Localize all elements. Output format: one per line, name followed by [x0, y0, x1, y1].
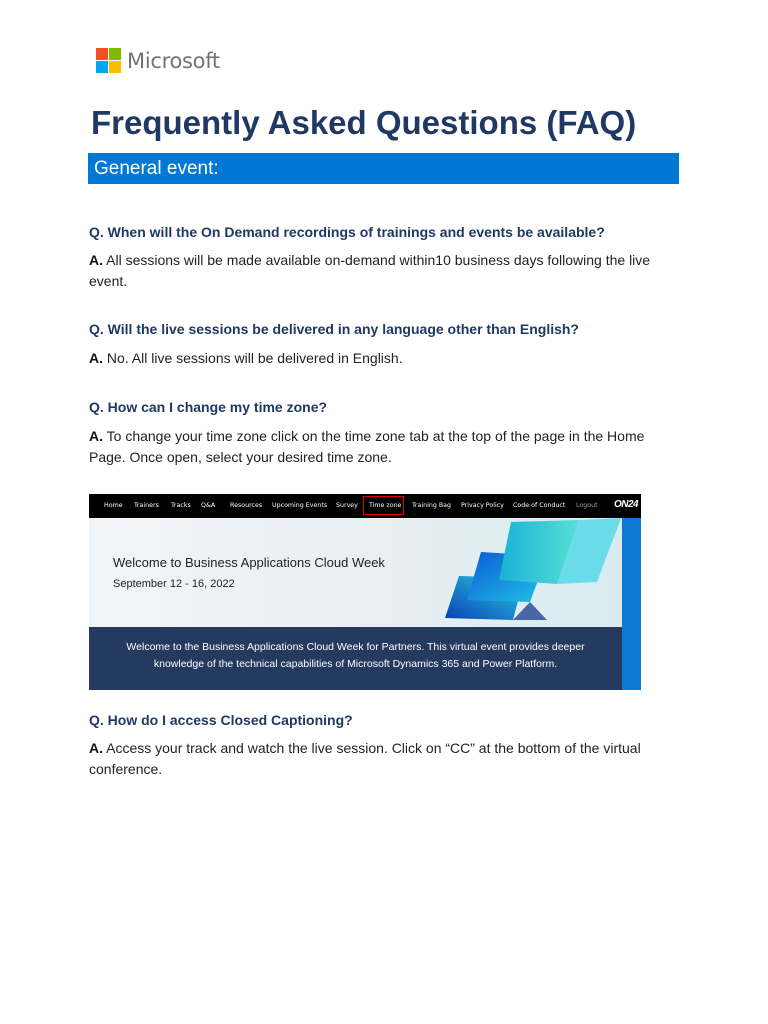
banner-line-2: knowledge of the technical capabilities of Microsoft Dynamics 365 and Power Platform. — [153, 658, 558, 670]
hero-title: Welcome to Business Applications Cloud Week — [113, 555, 385, 570]
faq-question-3: Q. How can I change my time zone? — [89, 399, 328, 415]
page-title: Frequently Asked Questions (FAQ) — [91, 104, 637, 141]
time-zone-highlight — [363, 496, 404, 515]
answer-text: All sessions will be made available on-demand within10 business days following the live event. — [89, 252, 651, 289]
nav-upcoming-events: Upcoming Events — [272, 502, 328, 509]
event-site-screenshot — [89, 494, 641, 690]
screenshot-nav-bar — [89, 494, 641, 518]
screenshot-banner — [89, 627, 622, 690]
faq-question-4: Q. How do I access Closed Captioning? — [89, 712, 353, 728]
nav-trainers: Trainers — [134, 502, 159, 509]
answer-text: Access your track and watch the live session. Click on “CC” at the bottom of the virtual conference. — [89, 740, 641, 777]
section-heading: General event: — [88, 153, 679, 184]
answer-label: A. — [89, 350, 103, 366]
faq-answer-3 — [89, 426, 679, 468]
screenshot-side-strip — [622, 518, 641, 690]
nav-privacy-policy: Privacy Policy — [461, 502, 504, 509]
hero-date: September 12 - 16, 2022 — [113, 578, 235, 590]
nav-home: Home — [104, 502, 123, 509]
nav-time-zone: Time zone — [369, 502, 402, 509]
nav-resources: Resources — [230, 502, 263, 509]
nav-code-of-conduct: Code of Conduct — [513, 502, 566, 509]
banner-line-1: Welcome to the Business Applications Cloud Week for Partners. This virtual event provides deeper — [126, 641, 585, 653]
faq-answer-4 — [89, 738, 679, 780]
on24-logo: ON24 — [614, 499, 639, 510]
faq-answer-1 — [89, 250, 679, 292]
nav-qa: Q&A — [201, 502, 216, 509]
answer-label: A. — [89, 252, 103, 268]
answer-label: A. — [89, 428, 103, 444]
nav-tracks: Tracks — [171, 502, 191, 509]
microsoft-logo-icon — [96, 48, 121, 73]
screenshot-hero — [89, 518, 622, 627]
faq-question-1: Q. When will the On Demand recordings of trainings and events be available? — [89, 224, 605, 240]
nav-training-bag: Training Bag — [412, 502, 452, 509]
logo-text: Microsoft — [127, 48, 220, 73]
answer-text: No. All live sessions will be delivered in English. — [103, 350, 403, 366]
nav-logout: Logout — [576, 502, 598, 509]
answer-text: To change your time zone click on the time zone tab at the top of the page in the Home Page. Once open, select your desired time zone. — [89, 428, 645, 465]
faq-answer-2 — [89, 348, 679, 369]
ribbon-art-icon — [429, 518, 622, 627]
microsoft-logo — [96, 48, 220, 73]
faq-question-2: Q. Will the live sessions be delivered in any language other than English? — [89, 321, 579, 337]
answer-label: A. — [89, 740, 103, 756]
nav-survey: Survey — [336, 502, 358, 509]
